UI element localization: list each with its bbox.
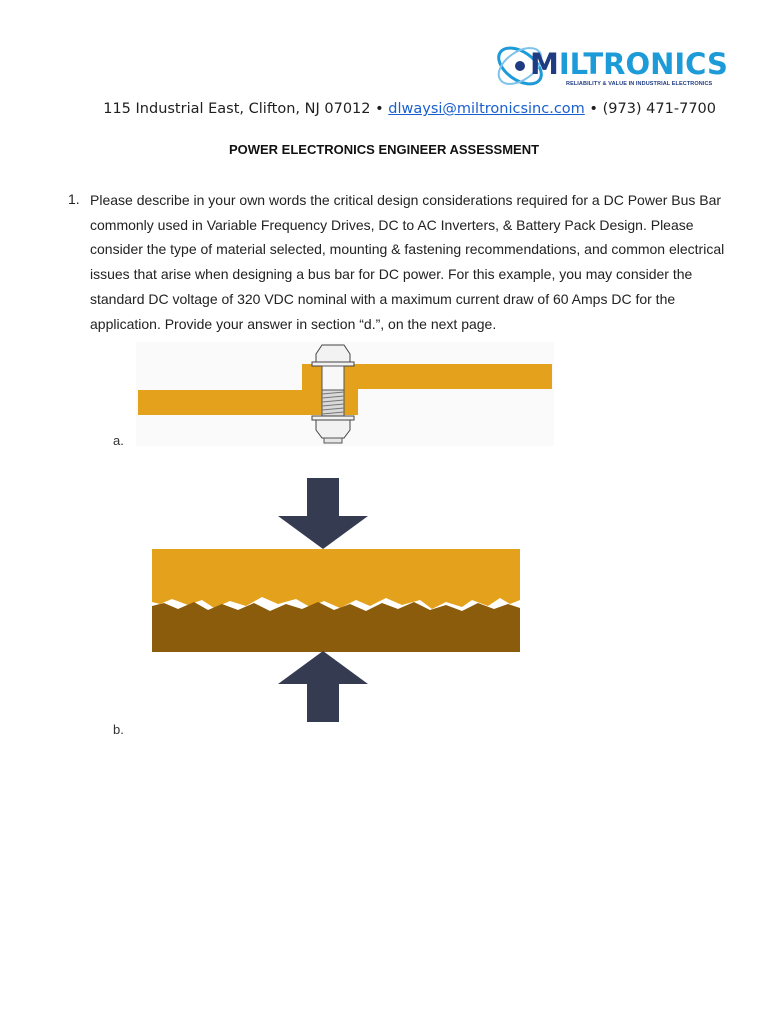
page-title: POWER ELECTRONICS ENGINEER ASSESSMENT: [228, 142, 540, 157]
phone-text: • (973) 471-7700: [589, 101, 716, 117]
figure-b-label: b.: [113, 722, 124, 737]
question-number: 1.: [68, 191, 80, 207]
logo-tagline: RELIABILITY & VALUE IN INDUSTRIAL ELECTRONICS: [566, 81, 713, 87]
contact-line: [0, 101, 716, 117]
email-link[interactable]: dlwaysi@miltronicsinc.com: [388, 101, 585, 117]
address-text: 115 Industrial East, Clifton, NJ 07012 •: [103, 101, 384, 117]
bolted-busbar-joint-icon: [136, 342, 554, 446]
logo-wordmark: MILTRONICS: [530, 47, 728, 81]
figure-a-label: a.: [113, 433, 124, 448]
question-text: Please describe in your own words the critical design considerations required for a DC Power Bus Bar commonly used in Variable Frequency Drives, DC to AC Inverters, & Battery Pack Design. Please consider the type of material selected, mounting & fastening recommendations, and common electrical issues that arise when designing a bus bar for DC power. For this example, you may consider the standard DC voltage of 320 VDC nominal with a maximum current draw of 60 Amps DC for the application. Provide your answer in section “d.”, on the next page.: [90, 192, 725, 332]
contact-surface-compression-icon: [150, 476, 522, 724]
company-logo: [490, 36, 728, 96]
